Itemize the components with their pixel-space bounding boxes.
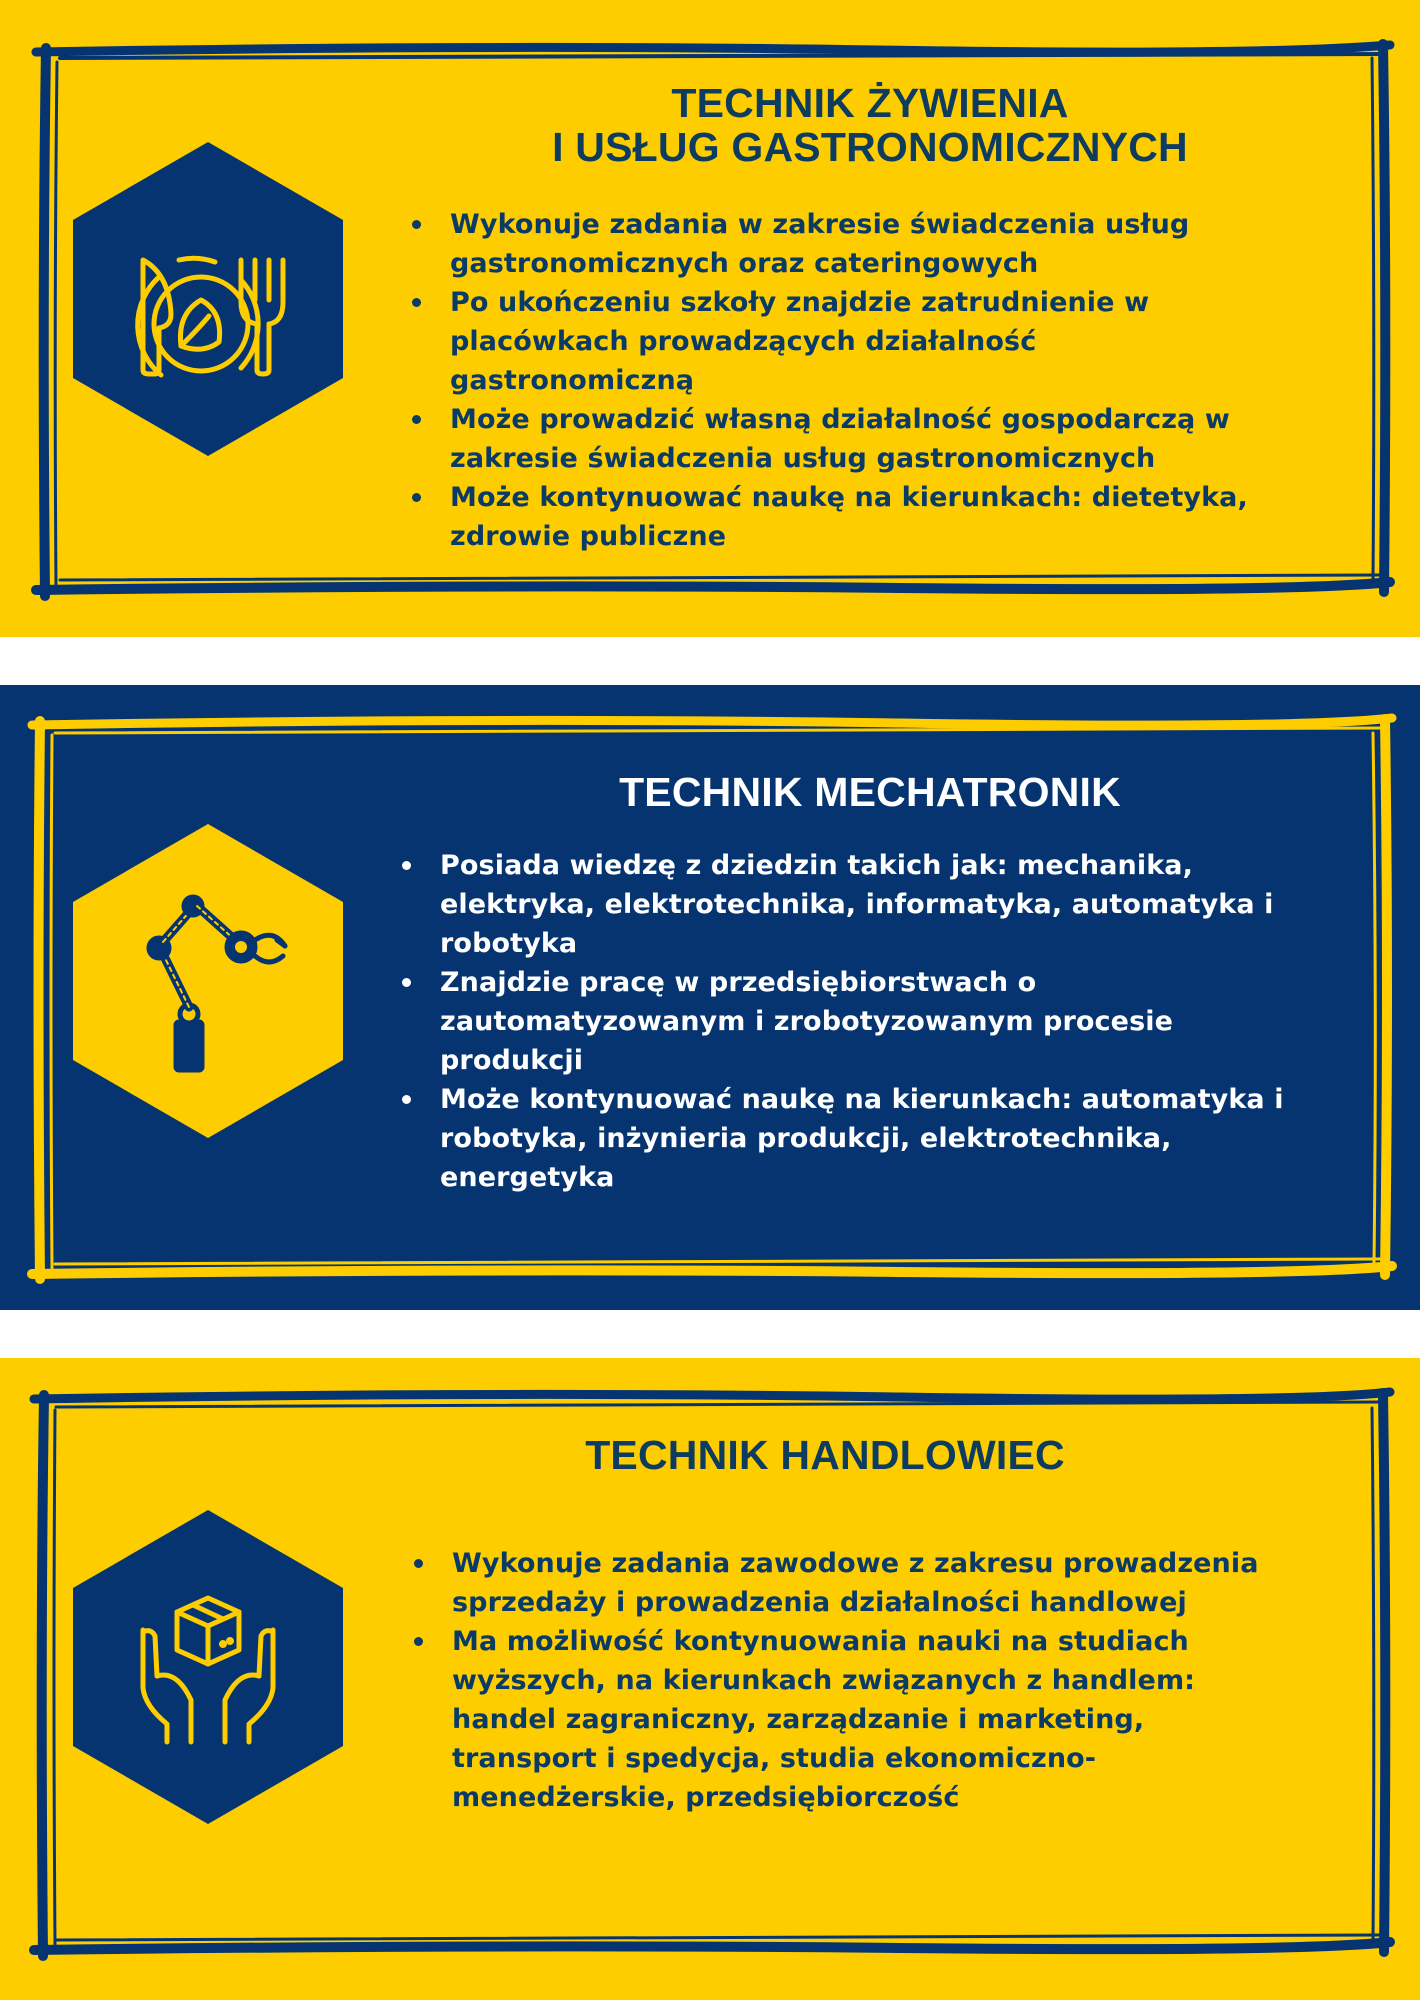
list-item: Posiada wiedzę z dziedzin takich jak: mechanika, elektryka, elektrotechnika, informatyka, automatyka i robotyka: [398, 846, 1290, 963]
bullet-list: [398, 846, 1328, 1197]
section-title: TECHNIK MECHATRONIK: [619, 769, 1121, 815]
list-item: Może kontynuować naukę na kierunkach: automatyka i robotyka, inżynieria produkcji, elektrotechnika, energetyka: [398, 1080, 1328, 1197]
section-trade: [0, 1358, 1420, 2000]
list-item: Wykonuje zadania zawodowe z zakresu prowadzenia sprzedaży i prowadzenia działalności handlowej: [410, 1544, 1292, 1622]
section-title: TECHNIK ŻYWIENIA I USŁUG GASTRONOMICZNYCH: [552, 80, 1188, 170]
hexagon-badge: [73, 142, 343, 456]
list-item: Może prowadzić własną działalność gospodarczą w zakresie świadczenia usług gastronomicznych: [408, 400, 1310, 478]
list-item: Może kontynuować naukę na kierunkach: dietetyka, zdrowie publiczne: [408, 478, 1308, 556]
hexagon-badge: [73, 824, 343, 1138]
section-mechatronics: [0, 685, 1420, 1310]
bullet-list: [410, 1544, 1290, 1817]
hexagon-badge: [73, 1510, 343, 1824]
list-item: Wykonuje zadania w zakresie świadczenia usług gastronomicznych oraz cateringowych: [408, 205, 1308, 283]
list-item: Po ukończeniu szkoły znajdzie zatrudnienie w placówkach prowadzących działalność gastronomiczną: [408, 283, 1190, 400]
list-item: Znajdzie pracę w przedsiębiorstwach o zautomatyzowanym i zrobotyzowanym procesie produkcji: [398, 963, 1240, 1080]
section-gastronomy: [0, 0, 1420, 637]
list-item: Ma możliwość kontynuowania nauki na studiach wyższych, na kierunkach związanych z handlem: handel zagraniczny, zarządzanie i marketing, transport i spedycja, studia ekonomiczno-menedżerskie, przedsiębiorczość: [410, 1622, 1252, 1817]
section-title: TECHNIK HANDLOWIEC: [585, 1432, 1065, 1478]
bullet-list: [408, 205, 1308, 556]
